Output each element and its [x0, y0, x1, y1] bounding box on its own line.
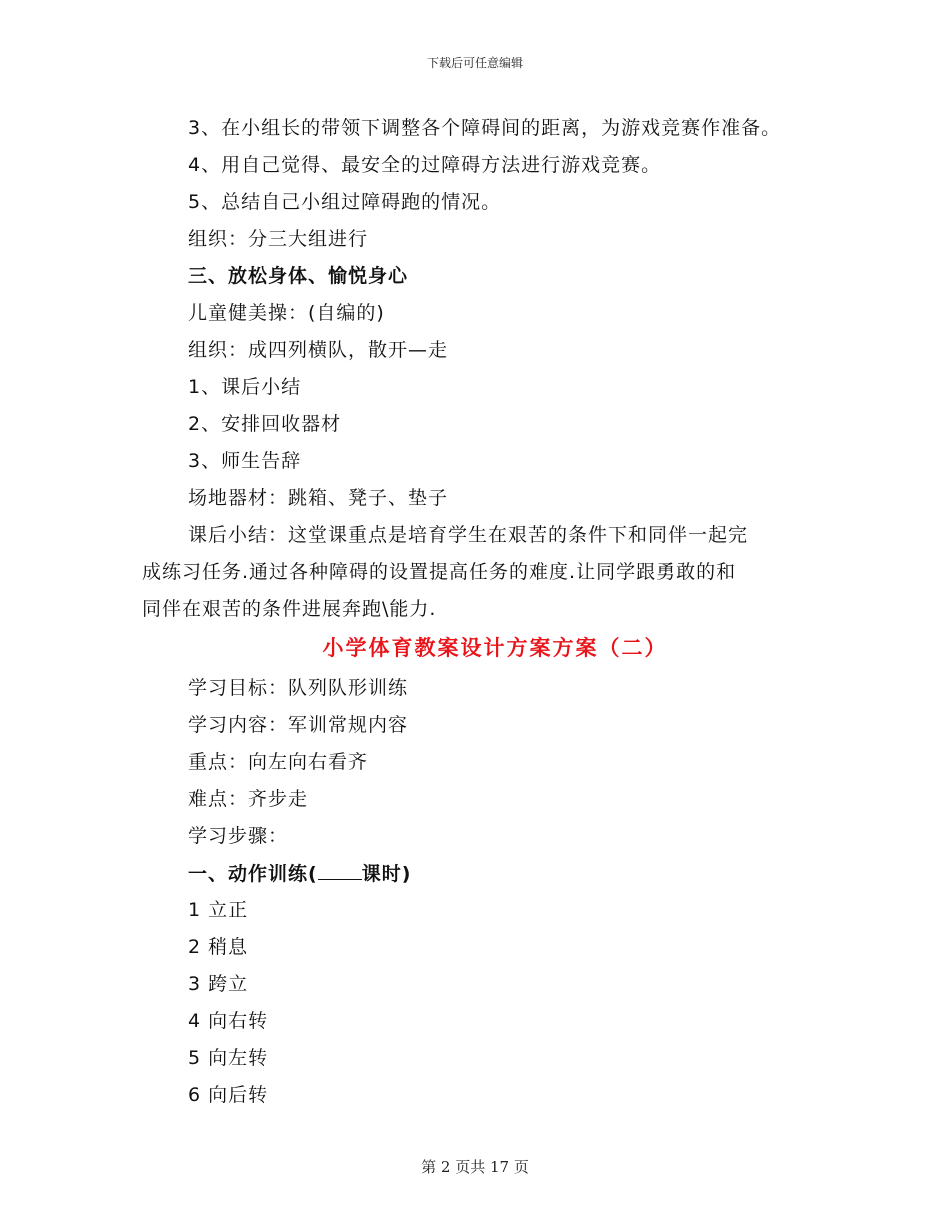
text-line: 学习目标：队列队形训练 [188, 677, 409, 699]
page-footer: 第 2 页共 17 页 [421, 1158, 529, 1176]
text-line: 1、课后小结 [188, 376, 302, 398]
summary-line: 同伴在艰苦的条件进展奔跑\能力. [142, 598, 437, 620]
list-item: 6 向后转 [188, 1084, 269, 1106]
section-title: 小学体育教案设计方案方案（二） [322, 636, 668, 660]
text-line: 组织：分三大组进行 [188, 228, 369, 250]
text-line: 3、在小组长的带领下调整各个障碍间的距离，为游戏竞赛作准备。 [188, 117, 782, 139]
text-line: 5、总结自己小组过障碍跑的情况。 [188, 191, 502, 213]
summary-line: 课后小结：这堂课重点是培育学生在艰苦的条件下和同伴一起完 [188, 524, 749, 546]
page-header: 下载后可任意编辑 [426, 56, 523, 70]
heading-suffix: 课时) [361, 863, 412, 885]
text-line: 学习步骤： [188, 825, 289, 847]
text-line: 3、师生告辞 [188, 450, 302, 472]
list-item: 3 跨立 [188, 973, 249, 995]
text-line: 学习内容：军训常规内容 [188, 714, 409, 736]
section-heading [188, 861, 411, 886]
text-line: 难点：齐步走 [188, 788, 309, 810]
list-item: 2 稍息 [188, 936, 249, 958]
blank-underline [318, 861, 362, 880]
text-line: 2、安排回收器材 [188, 413, 342, 435]
text-line: 场地器材：跳箱、凳子、垫子 [188, 487, 449, 509]
list-item: 5 向左转 [188, 1047, 269, 1069]
heading-prefix: 一、动作训练( [188, 863, 318, 885]
list-item: 4 向右转 [188, 1010, 269, 1032]
text-line: 组织：成四列横队，散开—走 [188, 339, 449, 361]
section-heading: 三、放松身体、愉悦身心 [188, 265, 409, 287]
list-item: 1 立正 [188, 899, 249, 921]
text-line: 重点：向左向右看齐 [188, 751, 369, 773]
text-line: 儿童健美操：(自编的) [188, 302, 385, 324]
summary-line: 成练习任务.通过各种障碍的设置提高任务的难度.让同学跟勇敢的和 [142, 561, 737, 583]
text-line: 4、用自己觉得、最安全的过障碍方法进行游戏竞赛。 [188, 154, 662, 176]
